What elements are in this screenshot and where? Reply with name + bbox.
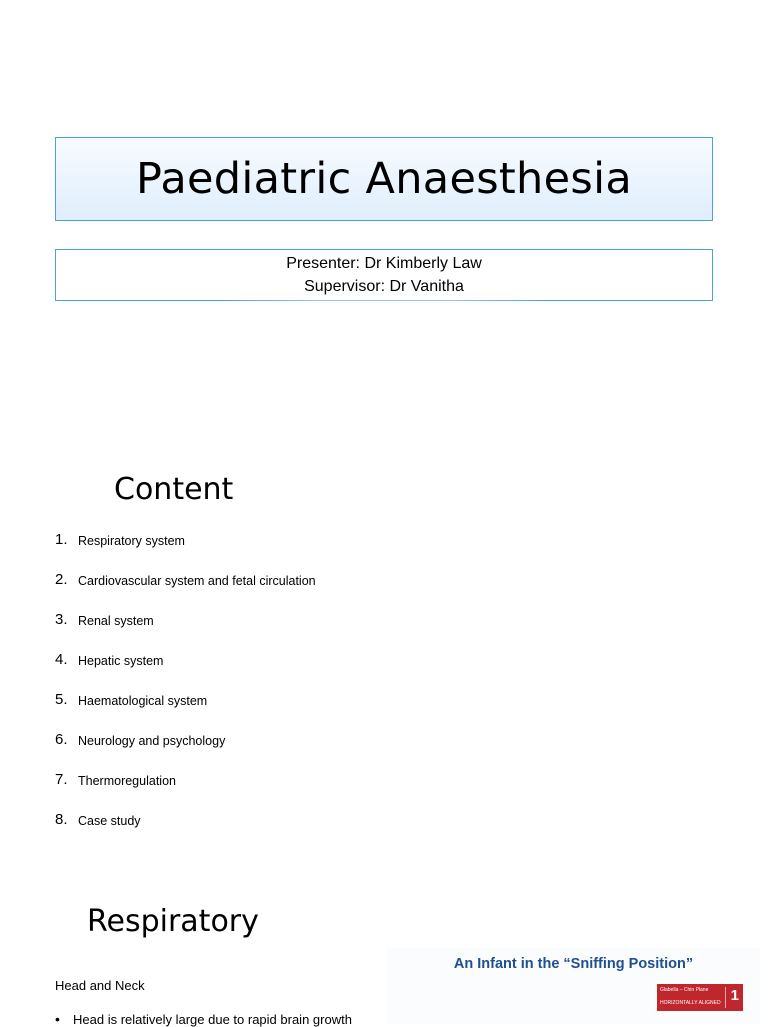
- list-item-number: 6.: [55, 731, 68, 748]
- list-item-number: 4.: [55, 651, 68, 668]
- list-item-number: 7.: [55, 771, 68, 788]
- list-item: [55, 608, 316, 648]
- list-item-label: Hepatic system: [78, 654, 164, 668]
- list-item-label: Case study: [78, 814, 141, 828]
- list-item: [55, 688, 316, 728]
- list-item: [55, 648, 316, 688]
- sniffing-position-figure: [387, 948, 760, 1024]
- figure-title: An Infant in the “Sniffing Position”: [453, 956, 694, 972]
- figure-label-badge: [657, 984, 743, 1011]
- list-item: [55, 528, 316, 568]
- respiratory-heading: Respiratory: [87, 904, 259, 939]
- figure-label-line2: HORIZONTALLY ALIGNED: [660, 1000, 721, 1006]
- title-box: [55, 137, 713, 221]
- figure-label-divider: [725, 987, 726, 1008]
- head-and-neck-subheading: Head and Neck: [55, 978, 145, 993]
- bullet-item: [55, 1011, 352, 1027]
- bullet-text: Head is relatively large due to rapid brain growth: [73, 1012, 352, 1027]
- list-item-number: 5.: [55, 691, 68, 708]
- list-item-number: 8.: [55, 811, 68, 828]
- list-item-number: 1.: [55, 531, 68, 548]
- presenter-line: Presenter: Dr Kimberly Law: [286, 255, 482, 272]
- figure-label-number: 1: [730, 987, 739, 1004]
- supervisor-line: Supervisor: Dr Vanitha: [304, 278, 464, 295]
- list-item: [55, 768, 316, 808]
- list-item-label: Haematological system: [78, 694, 208, 708]
- list-item-number: 2.: [55, 571, 68, 588]
- list-item-label: Renal system: [78, 614, 154, 628]
- list-item: [55, 568, 316, 608]
- list-item: [55, 728, 316, 768]
- list-item-label: Cardiovascular system and fetal circulation: [78, 574, 316, 588]
- list-item-label: Neurology and psychology: [78, 734, 226, 748]
- list-item: [55, 808, 316, 848]
- list-item-number: 3.: [55, 611, 68, 628]
- page-title: Paediatric Anaesthesia: [136, 154, 632, 204]
- list-item-label: Thermoregulation: [78, 774, 176, 788]
- figure-label-line1: Glabella – Chin Plane: [660, 987, 709, 993]
- content-list: [55, 528, 316, 848]
- list-item-label: Respiratory system: [78, 534, 185, 548]
- bullet-icon: •: [55, 1011, 60, 1027]
- presenter-box: [55, 249, 713, 301]
- content-heading: Content: [114, 472, 234, 507]
